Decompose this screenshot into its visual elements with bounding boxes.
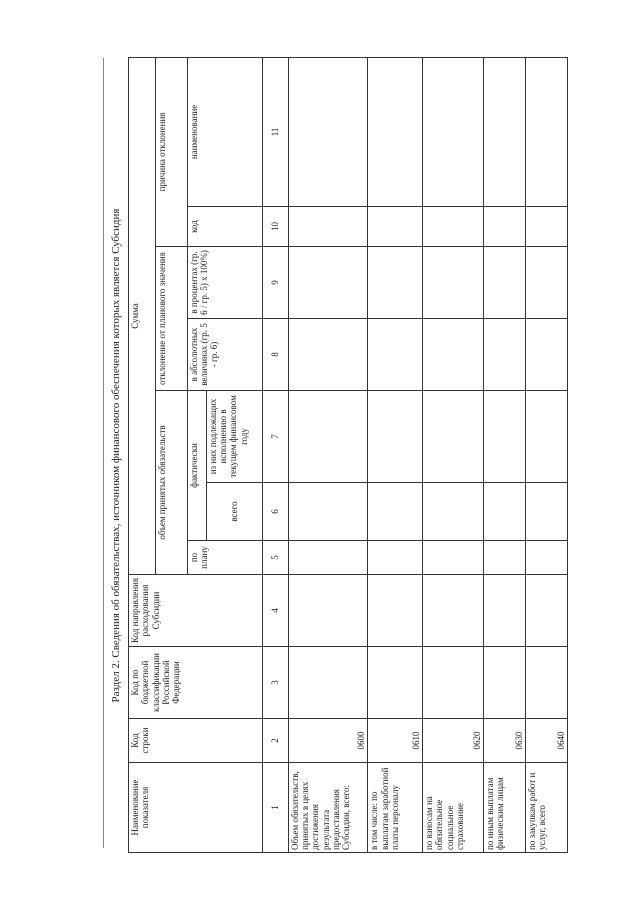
row-code: 0620 [423, 719, 484, 763]
header-reason: причина отклонения [156, 57, 188, 246]
col-number: 4 [263, 575, 288, 647]
col-number: 6 [263, 483, 288, 541]
header-row-1 [129, 57, 156, 852]
table-row [525, 57, 567, 852]
header-direction-code: Код направления расходования Субсидии [129, 575, 263, 647]
header-total: всего [206, 483, 263, 541]
col-number: 2 [263, 719, 288, 763]
row-name: по закупкам работ и услуг, всего [525, 763, 567, 853]
header-budget-code: Код по бюджетной классификации Российской Федерации [129, 647, 263, 719]
col-number: 3 [263, 647, 288, 719]
header-obligations: объем принятых обязательств [156, 391, 188, 575]
row-name: в том числе: по выплатам заработной платы персоналу [368, 763, 423, 853]
header-due: из них подлежащих исполнению в текущем финансовом году [206, 391, 263, 483]
col-number: 7 [263, 391, 288, 483]
table-row [483, 57, 525, 852]
header-dev-abs: в абсолютных величинах (гр. 5 - гр. 6) [187, 319, 263, 391]
header-dev-pct: в процентах (гр. 6 / гр. 5) x 100%) [187, 247, 263, 319]
header-row-code: Код строки [129, 719, 263, 763]
row-name: Объем обязательств, принятых в целях достижения результата предоставления Субсидии, всего: [288, 763, 368, 853]
rotated-page [100, 58, 575, 853]
col-number: 9 [263, 247, 288, 319]
col-number: 8 [263, 319, 288, 391]
table-row [423, 57, 484, 852]
row-code: 0640 [525, 719, 567, 763]
header-name: Наименование показателя [129, 763, 263, 853]
col-number: 10 [263, 207, 288, 247]
row-code: 0630 [483, 719, 525, 763]
section-title: Раздел 2. Сведения об обязательствах, источником финансового обеспечения которых является Субсидия [110, 208, 122, 703]
row-code: 0610 [368, 719, 423, 763]
col-number: 1 [263, 763, 288, 853]
header-sum: Сумма [129, 57, 156, 574]
header-plan: по плану [187, 541, 263, 575]
header-deviation: отклонение от планового значения [156, 247, 188, 391]
row-name: по иным выплатам физическим лицам [483, 763, 525, 853]
col-number: 11 [263, 57, 288, 206]
row-code: 0600 [288, 719, 368, 763]
obligations-table [128, 57, 568, 853]
col-number: 5 [263, 541, 288, 575]
table-row [368, 57, 423, 852]
row-name: по взносам на обязательное социальное страхование [423, 763, 484, 853]
header-reason-name: наименование [187, 57, 263, 206]
table-row [288, 57, 368, 852]
header-reason-code: код [187, 207, 263, 247]
column-number-row [263, 57, 288, 852]
header-actual: фактически [187, 391, 206, 541]
